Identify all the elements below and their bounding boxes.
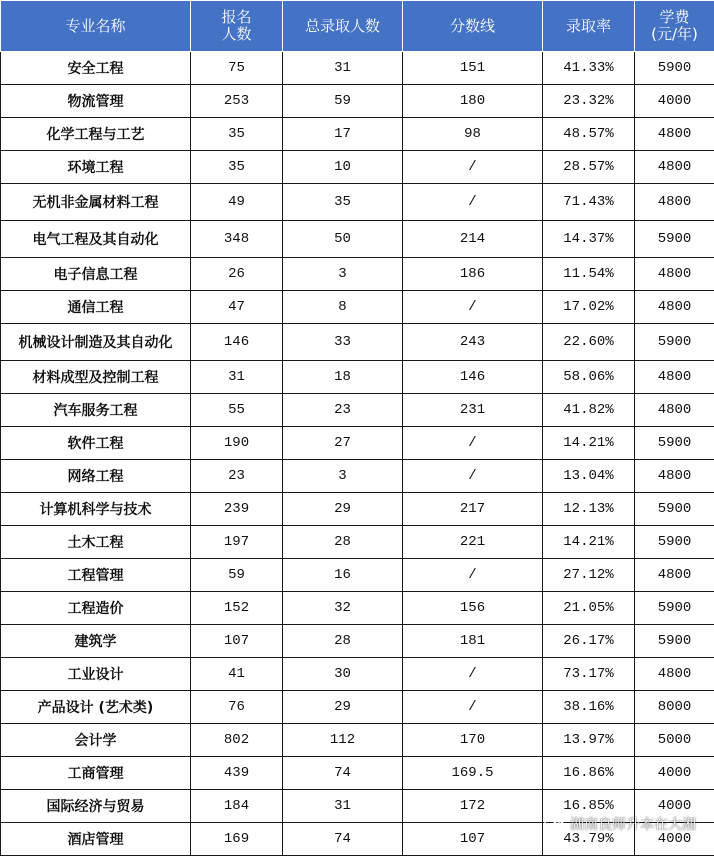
cell-applicants: 26 <box>191 258 283 291</box>
table-row <box>1 85 714 118</box>
cell-major: 通信工程 <box>1 291 191 324</box>
cell-cutoff: / <box>403 151 543 184</box>
cell-cutoff: 156 <box>403 592 543 625</box>
cell-applicants: 47 <box>191 291 283 324</box>
cell-tuition: 4800 <box>635 559 714 592</box>
cell-major: 产品设计 (艺术类) <box>1 691 191 724</box>
cell-rate: 14.37% <box>543 221 635 258</box>
cell-applicants: 55 <box>191 394 283 427</box>
cell-rate: 26.17% <box>543 625 635 658</box>
cell-cutoff: 181 <box>403 625 543 658</box>
cell-rate: 16.85% <box>543 790 635 823</box>
cell-rate: 71.43% <box>543 184 635 221</box>
cell-cutoff: 146 <box>403 361 543 394</box>
table-row <box>1 258 714 291</box>
cell-admitted: 27 <box>283 427 403 460</box>
cell-tuition: 4000 <box>635 85 714 118</box>
cell-applicants: 184 <box>191 790 283 823</box>
cell-tuition: 4800 <box>635 184 714 221</box>
cell-major: 网络工程 <box>1 460 191 493</box>
cell-admitted: 18 <box>283 361 403 394</box>
cell-major: 物流管理 <box>1 85 191 118</box>
table-row <box>1 592 714 625</box>
cell-major: 建筑学 <box>1 625 191 658</box>
header-applicants-line2: 人数 <box>191 26 282 43</box>
cell-major: 会计学 <box>1 724 191 757</box>
cell-tuition: 4000 <box>635 757 714 790</box>
cell-cutoff: 214 <box>403 221 543 258</box>
cell-rate: 58.06% <box>543 361 635 394</box>
cell-tuition: 4800 <box>635 394 714 427</box>
cell-major: 汽车服务工程 <box>1 394 191 427</box>
cell-tuition: 4800 <box>635 658 714 691</box>
table-row <box>1 394 714 427</box>
cell-cutoff: 221 <box>403 526 543 559</box>
cell-tuition: 5900 <box>635 493 714 526</box>
table-row <box>1 151 714 184</box>
table-row <box>1 460 714 493</box>
header-tuition-line1: 学费 <box>635 9 714 26</box>
cell-rate: 41.33% <box>543 52 635 85</box>
cell-cutoff: 172 <box>403 790 543 823</box>
table-row <box>1 291 714 324</box>
cell-admitted: 74 <box>283 823 403 856</box>
header-rate: 录取率 <box>543 1 635 52</box>
cell-major: 安全工程 <box>1 52 191 85</box>
cell-admitted: 28 <box>283 526 403 559</box>
cell-cutoff: 151 <box>403 52 543 85</box>
cell-rate: 38.16% <box>543 691 635 724</box>
cell-cutoff: / <box>403 460 543 493</box>
cell-cutoff: 169.5 <box>403 757 543 790</box>
cell-major: 土木工程 <box>1 526 191 559</box>
header-tuition <box>635 1 714 52</box>
cell-admitted: 3 <box>283 258 403 291</box>
cell-admitted: 33 <box>283 324 403 361</box>
cell-admitted: 112 <box>283 724 403 757</box>
cell-applicants: 348 <box>191 221 283 258</box>
cell-applicants: 75 <box>191 52 283 85</box>
cell-applicants: 23 <box>191 460 283 493</box>
cell-major: 电子信息工程 <box>1 258 191 291</box>
cell-applicants: 35 <box>191 118 283 151</box>
cell-tuition: 5900 <box>635 221 714 258</box>
cell-cutoff: 186 <box>403 258 543 291</box>
cell-rate: 11.54% <box>543 258 635 291</box>
cell-applicants: 239 <box>191 493 283 526</box>
cell-cutoff: 231 <box>403 394 543 427</box>
cell-tuition: 5900 <box>635 427 714 460</box>
cell-major: 国际经济与贸易 <box>1 790 191 823</box>
table-row <box>1 221 714 258</box>
cell-major: 工程造价 <box>1 592 191 625</box>
watermark-text: 湖南良师升本在大湘 <box>570 814 696 834</box>
cell-major: 环境工程 <box>1 151 191 184</box>
cell-major: 工业设计 <box>1 658 191 691</box>
cell-cutoff: / <box>403 427 543 460</box>
table-row <box>1 427 714 460</box>
table-row <box>1 757 714 790</box>
cell-applicants: 107 <box>191 625 283 658</box>
cell-tuition: 5900 <box>635 592 714 625</box>
cell-major: 无机非金属材料工程 <box>1 184 191 221</box>
cell-major: 机械设计制造及其自动化 <box>1 324 191 361</box>
cell-admitted: 35 <box>283 184 403 221</box>
cell-admitted: 74 <box>283 757 403 790</box>
cell-applicants: 49 <box>191 184 283 221</box>
cell-cutoff: / <box>403 559 543 592</box>
header-major: 专业名称 <box>1 1 191 52</box>
cell-admitted: 17 <box>283 118 403 151</box>
cell-admitted: 8 <box>283 291 403 324</box>
cell-rate: 41.82% <box>543 394 635 427</box>
table-row <box>1 526 714 559</box>
cell-tuition: 8000 <box>635 691 714 724</box>
cell-rate: 27.12% <box>543 559 635 592</box>
cell-tuition: 4800 <box>635 291 714 324</box>
header-tuition-line2: (元/年) <box>635 26 714 43</box>
cell-admitted: 30 <box>283 658 403 691</box>
cell-tuition: 4800 <box>635 151 714 184</box>
header-cutoff: 分数线 <box>403 1 543 52</box>
cell-applicants: 152 <box>191 592 283 625</box>
cell-admitted: 10 <box>283 151 403 184</box>
cell-rate: 21.05% <box>543 592 635 625</box>
cell-rate: 14.21% <box>543 526 635 559</box>
cell-rate: 73.17% <box>543 658 635 691</box>
cell-applicants: 190 <box>191 427 283 460</box>
table-row <box>1 324 714 361</box>
cell-tuition: 4800 <box>635 118 714 151</box>
cell-tuition: 5900 <box>635 324 714 361</box>
table-row <box>1 724 714 757</box>
cell-applicants: 169 <box>191 823 283 856</box>
cell-admitted: 29 <box>283 493 403 526</box>
cell-admitted: 31 <box>283 790 403 823</box>
cell-rate: 13.97% <box>543 724 635 757</box>
cell-major: 计算机科学与技术 <box>1 493 191 526</box>
header-admitted: 总录取人数 <box>283 1 403 52</box>
cell-admitted: 32 <box>283 592 403 625</box>
cell-tuition: 4000 <box>635 790 714 823</box>
table-row <box>1 559 714 592</box>
cell-major: 电气工程及其自动化 <box>1 221 191 258</box>
cell-major: 工程管理 <box>1 559 191 592</box>
cell-tuition: 5900 <box>635 526 714 559</box>
cell-rate: 23.32% <box>543 85 635 118</box>
table-row <box>1 361 714 394</box>
cell-applicants: 802 <box>191 724 283 757</box>
cell-rate: 16.86% <box>543 757 635 790</box>
table-body <box>1 52 714 856</box>
cell-cutoff: / <box>403 691 543 724</box>
cell-rate: 17.02% <box>543 291 635 324</box>
cell-cutoff: 170 <box>403 724 543 757</box>
cell-admitted: 28 <box>283 625 403 658</box>
cell-rate: 43.79% <box>543 823 635 856</box>
cell-cutoff: 217 <box>403 493 543 526</box>
cell-tuition: 4000 <box>635 823 714 856</box>
cell-applicants: 35 <box>191 151 283 184</box>
cell-applicants: 41 <box>191 658 283 691</box>
cell-major: 工商管理 <box>1 757 191 790</box>
table-row <box>1 823 714 856</box>
cell-major: 软件工程 <box>1 427 191 460</box>
cell-admitted: 3 <box>283 460 403 493</box>
table-header <box>1 1 714 52</box>
cell-applicants: 76 <box>191 691 283 724</box>
cell-rate: 14.21% <box>543 427 635 460</box>
cell-admitted: 29 <box>283 691 403 724</box>
cell-admitted: 23 <box>283 394 403 427</box>
cell-rate: 12.13% <box>543 493 635 526</box>
cell-tuition: 5900 <box>635 625 714 658</box>
cell-tuition: 4800 <box>635 361 714 394</box>
cell-applicants: 439 <box>191 757 283 790</box>
cell-cutoff: 98 <box>403 118 543 151</box>
cell-tuition: 4800 <box>635 460 714 493</box>
header-applicants-line1: 报名 <box>191 9 282 26</box>
cell-rate: 22.60% <box>543 324 635 361</box>
cell-cutoff: / <box>403 291 543 324</box>
cell-rate: 48.57% <box>543 118 635 151</box>
header-row <box>1 1 714 52</box>
cell-rate: 28.57% <box>543 151 635 184</box>
header-applicants <box>191 1 283 52</box>
cell-cutoff: 180 <box>403 85 543 118</box>
table-row <box>1 118 714 151</box>
cell-admitted: 16 <box>283 559 403 592</box>
cell-tuition: 5000 <box>635 724 714 757</box>
cell-admitted: 50 <box>283 221 403 258</box>
cell-cutoff: / <box>403 184 543 221</box>
cell-applicants: 59 <box>191 559 283 592</box>
table-row <box>1 790 714 823</box>
cell-tuition: 4800 <box>635 258 714 291</box>
table-row <box>1 625 714 658</box>
cell-applicants: 146 <box>191 324 283 361</box>
table-row <box>1 184 714 221</box>
cell-major: 酒店管理 <box>1 823 191 856</box>
cell-cutoff: / <box>403 658 543 691</box>
cell-major: 化学工程与工艺 <box>1 118 191 151</box>
table-row <box>1 691 714 724</box>
cell-admitted: 31 <box>283 52 403 85</box>
cell-admitted: 59 <box>283 85 403 118</box>
table-row <box>1 658 714 691</box>
cell-tuition: 5900 <box>635 52 714 85</box>
cell-cutoff: 107 <box>403 823 543 856</box>
cell-major: 材料成型及控制工程 <box>1 361 191 394</box>
table-row <box>1 493 714 526</box>
cell-rate: 13.04% <box>543 460 635 493</box>
cell-applicants: 253 <box>191 85 283 118</box>
cell-cutoff: 243 <box>403 324 543 361</box>
table-row <box>1 52 714 85</box>
cell-applicants: 31 <box>191 361 283 394</box>
cell-applicants: 197 <box>191 526 283 559</box>
